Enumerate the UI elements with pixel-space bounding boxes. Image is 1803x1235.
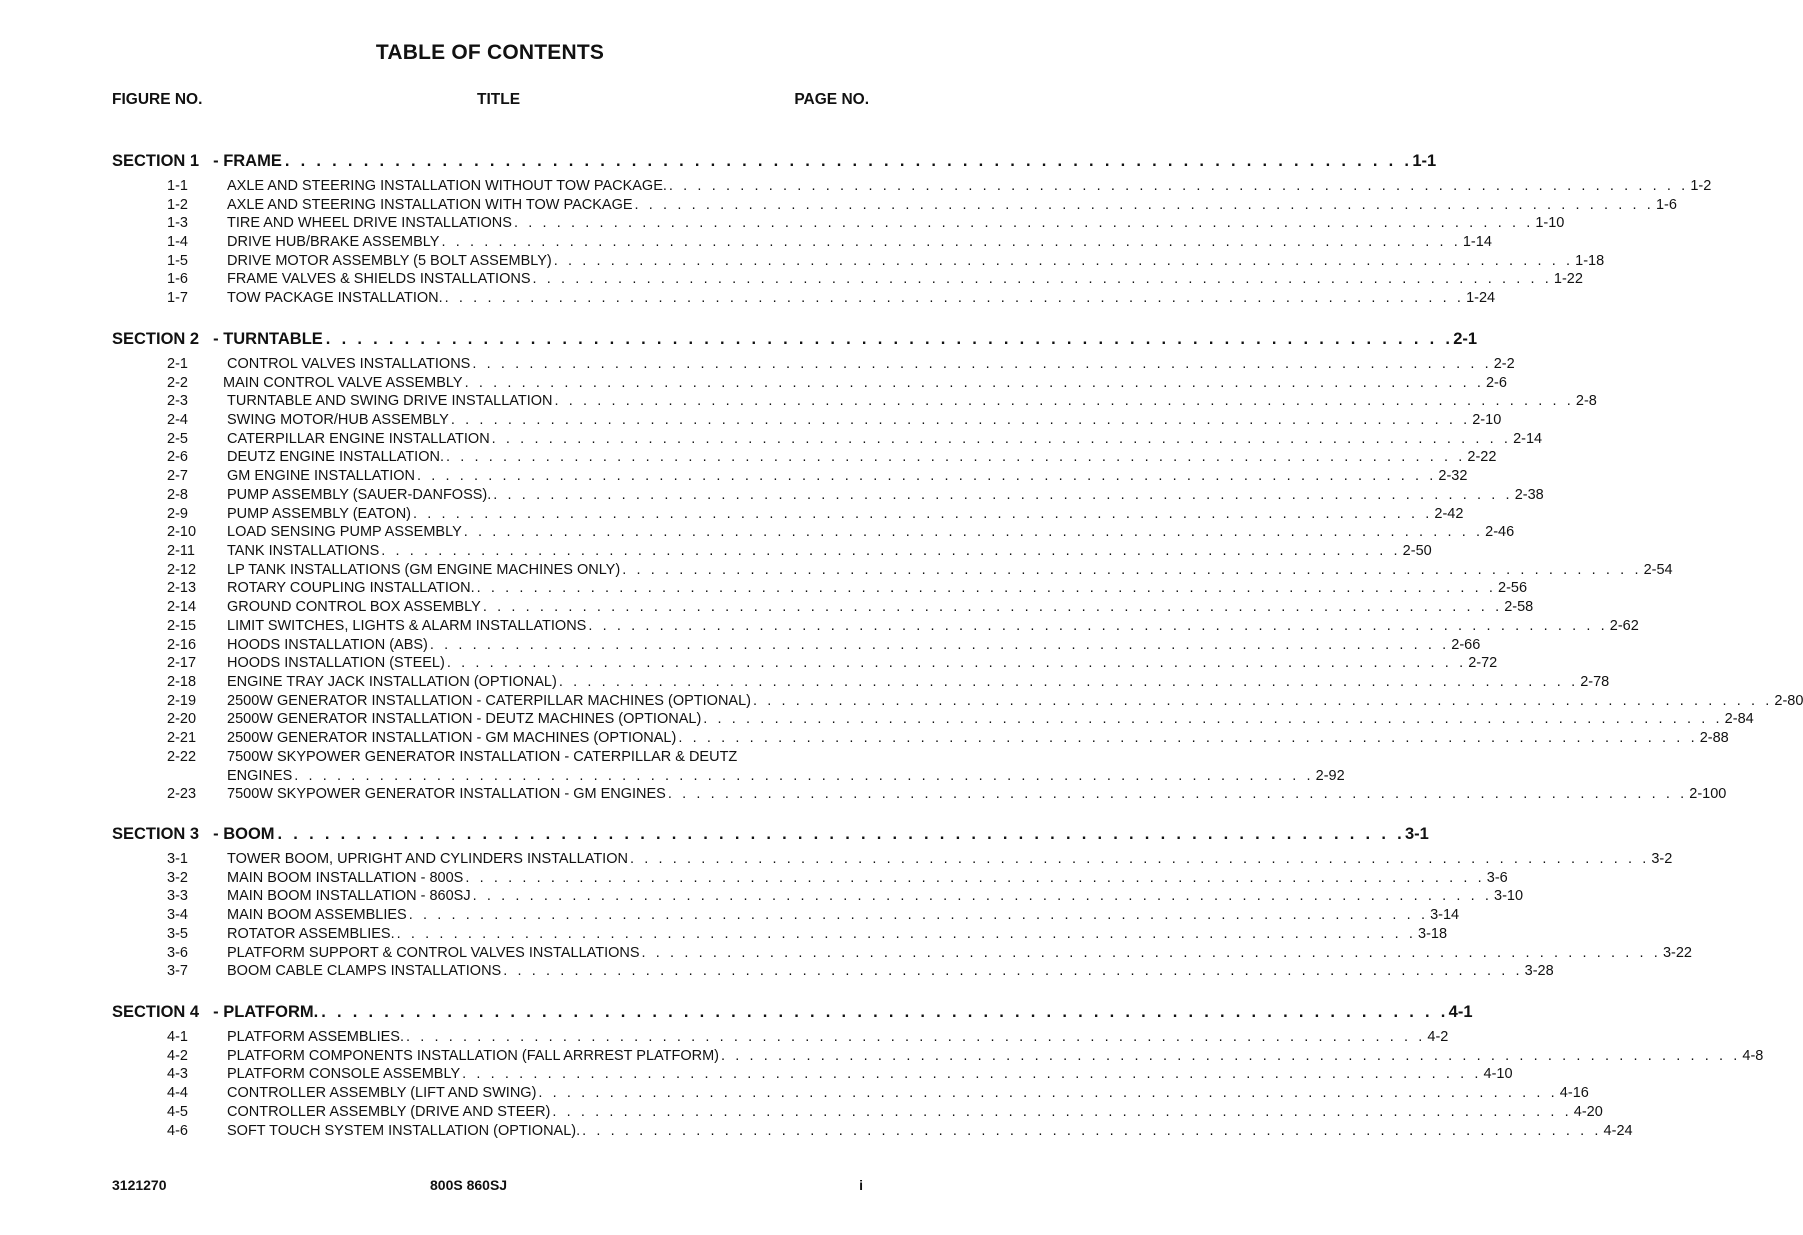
figure-number: 2-15 bbox=[167, 618, 197, 634]
entry-page: 2-66 bbox=[1451, 637, 1481, 653]
entry-title: AXLE AND STEERING INSTALLATION WITH TOW PACKAGE bbox=[227, 197, 633, 213]
entry-title: MAIN BOOM INSTALLATION - 860SJ bbox=[227, 888, 471, 904]
toc-entry[interactable] bbox=[167, 543, 1432, 561]
toc-entry[interactable] bbox=[167, 215, 1565, 233]
figure-number: 2-12 bbox=[167, 562, 197, 578]
entry-page: 2-50 bbox=[1402, 543, 1432, 559]
dot-leader: . . . . . . . . . . . . . . . . . . . . . . . . . . . . . . . . . . . . . . . . . . . . . . . . . . . . . . . . . . . . . . . . . . . . . . . . bbox=[588, 618, 1608, 634]
entry-title: TURNTABLE AND SWING DRIVE INSTALLATION bbox=[227, 393, 553, 409]
entry-page: 1-6 bbox=[1655, 197, 1677, 213]
entry-title: CONTROL VALVES INSTALLATIONS bbox=[227, 356, 471, 372]
section-name: - FRAME bbox=[213, 152, 282, 170]
dot-leader: . . . . . . . . . . . . . . . . . . . . . . . . . . . . . . . . . . . . . . . . . . . . . . . . . . . . . . . . . . . . . . . . . . . . . . . . bbox=[752, 693, 1773, 709]
toc-entry[interactable] bbox=[167, 487, 1544, 505]
entry-page: 4-20 bbox=[1573, 1104, 1603, 1120]
dot-leader: . . . . . . . . . . . . . . . . . . . . . . . . . . . . . . . . . . . . . . . . . . . . . . . . . . . . . . . . . . . . . . . . . . . . . . . . bbox=[582, 1123, 1602, 1139]
toc-entry[interactable] bbox=[167, 693, 1803, 711]
figure-number: 2-22 bbox=[167, 749, 197, 765]
section-label: SECTION 4 bbox=[112, 1003, 200, 1021]
entry-title: CONTROLLER ASSEMBLY (LIFT AND SWING) bbox=[227, 1085, 537, 1101]
toc-entry[interactable] bbox=[167, 356, 1515, 374]
entry-title: MAIN CONTROL VALVE ASSEMBLY bbox=[223, 375, 463, 391]
entry-page: 2-100 bbox=[1689, 786, 1727, 802]
dot-leader: . . . . . . . . . . . . . . . . . . . . . . . . . . . . . . . . . . . . . . . . . . . . . . . . . . . . . . . . . . . . . . . . . . . . . . . . bbox=[429, 637, 1450, 653]
toc-entry[interactable] bbox=[167, 870, 1508, 888]
dot-leader: . . . . . . . . . . . . . . . . . . . . . . . . . . . . . . . . . . . . . . . . . . . . . . . . . . . . . . . . . . . . . . . . . . . . . . . . bbox=[381, 543, 1401, 559]
toc-entry[interactable] bbox=[167, 197, 1677, 215]
figure-number: 4-6 bbox=[167, 1123, 188, 1139]
figure-number: 2-9 bbox=[167, 506, 188, 522]
entry-page: 3-28 bbox=[1524, 963, 1554, 979]
entry-page: 1-18 bbox=[1575, 253, 1605, 269]
section-name: - BOOM bbox=[213, 825, 275, 843]
section-heading[interactable] bbox=[112, 1003, 1473, 1023]
entry-title: 2500W GENERATOR INSTALLATION - CATERPILLAR MACHINES (OPTIONAL) bbox=[227, 693, 751, 709]
toc-entry[interactable] bbox=[167, 524, 1515, 542]
dot-leader: . . . . . . . . . . . . . . . . . . . . . . . . . . . . . . . . . . . . . . . . . . . . . . . . . . . . . . . . . . . . . . . . . . . . . . . . bbox=[321, 1003, 1449, 1021]
figure-number: 3-7 bbox=[167, 963, 188, 979]
entry-title: TANK INSTALLATIONS bbox=[227, 543, 380, 559]
figure-number: 1-1 bbox=[167, 178, 188, 194]
dot-leader: . . . . . . . . . . . . . . . . . . . . . . . . . . . . . . . . . . . . . . . . . . . . . . . . . . . . . . . . . . . . . . . . . . . . . . . . bbox=[464, 375, 1484, 391]
figure-number: 2-18 bbox=[167, 674, 197, 690]
figure-number: 2-14 bbox=[167, 599, 197, 615]
entry-title: 7500W SKYPOWER GENERATOR INSTALLATION - GM ENGINES bbox=[227, 786, 666, 802]
toc-entry[interactable] bbox=[167, 253, 1605, 271]
title-header: TITLE bbox=[477, 91, 521, 108]
entry-title: PLATFORM CONSOLE ASSEMBLY bbox=[227, 1066, 461, 1082]
page-no-header: PAGE NO. bbox=[794, 91, 869, 108]
toc-entry[interactable] bbox=[167, 1104, 1603, 1122]
toc-entry[interactable] bbox=[167, 945, 1692, 963]
dot-leader: . . . . . . . . . . . . . . . . . . . . . . . . . . . . . . . . . . . . . . . . . . . . . . . . . . . . . . . . . . . . . . . . . . . . . . . . bbox=[408, 907, 1429, 923]
entry-title: PLATFORM SUPPORT & CONTROL VALVES INSTALLATIONS bbox=[227, 945, 640, 961]
entry-page: 4-16 bbox=[1559, 1085, 1589, 1101]
entry-page: 2-14 bbox=[1513, 431, 1543, 447]
entry-page: 4-2 bbox=[1427, 1029, 1449, 1045]
entry-page: 4-10 bbox=[1483, 1066, 1513, 1082]
section-label: SECTION 3 bbox=[112, 825, 200, 843]
figure-number: 4-3 bbox=[167, 1066, 188, 1082]
toc-entry[interactable] bbox=[167, 786, 1727, 804]
dot-leader: . . . . . . . . . . . . . . . . . . . . . . . . . . . . . . . . . . . . . . . . . . . . . . . . . . . . . . . . . . . . . . . . . . . . . . . . bbox=[482, 599, 1503, 615]
toc-entry[interactable] bbox=[167, 468, 1468, 486]
entry-page: 3-10 bbox=[1494, 888, 1524, 904]
page-number: i bbox=[859, 1177, 863, 1193]
toc-entry[interactable] bbox=[167, 506, 1464, 524]
figure-number: 3-4 bbox=[167, 907, 188, 923]
dot-leader: . . . . . . . . . . . . . . . . . . . . . . . . . . . . . . . . . . . . . . . . . . . . . . . . . . . . . . . . . . . . . . . . . . . . . . . . bbox=[629, 851, 1650, 867]
figure-number: 1-2 bbox=[167, 197, 188, 213]
entry-page: 3-2 bbox=[1651, 851, 1673, 867]
dot-leader: . . . . . . . . . . . . . . . . . . . . . . . . . . . . . . . . . . . . . . . . . . . . . . . . . . . . . . . . . . . . . . . . . . . . . . . . bbox=[396, 926, 1416, 942]
entry-title: 2500W GENERATOR INSTALLATION - GM MACHINES (OPTIONAL) bbox=[227, 730, 677, 746]
dot-leader: . . . . . . . . . . . . . . . . . . . . . . . . . . . . . . . . . . . . . . . . . . . . . . . . . . . . . . . . . . . . . . . . . . . . . . . . bbox=[513, 215, 1534, 231]
entry-page: 2-38 bbox=[1514, 487, 1544, 503]
dot-leader: . . . . . . . . . . . . . . . . . . . . . . . . . . . . . . . . . . . . . . . . . . . . . . . . . . . . . . . . . . . . . . . . . . . . . . . . bbox=[450, 412, 1471, 428]
figure-number: 2-19 bbox=[167, 693, 197, 709]
figure-number: 1-3 bbox=[167, 215, 188, 231]
entry-page: 2-88 bbox=[1699, 730, 1729, 746]
toc-entry[interactable] bbox=[167, 234, 1492, 252]
dot-leader: . . . . . . . . . . . . . . . . . . . . . . . . . . . . . . . . . . . . . . . . . . . . . . . . . . . . . . . . . . . . . . . . . . . . . . . . bbox=[446, 449, 1466, 465]
dot-leader: . . . . . . . . . . . . . . . . . . . . . . . . . . . . . . . . . . . . . . . . . . . . . . . . . . . . . . . . . . . . . . . . . . . . . . . . bbox=[413, 506, 1433, 522]
dot-leader: . . . . . . . . . . . . . . . . . . . . . . . . . . . . . . . . . . . . . . . . . . . . . . . . . . . . . . . . . . . . . . . . . . . . . . . . bbox=[406, 1029, 1426, 1045]
dot-leader: . . . . . . . . . . . . . . . . . . . . . . . . . . . . . . . . . . . . . . . . . . . . . . . . . . . . . . . . . . . . . . . . . . . . . . . . bbox=[532, 271, 1552, 287]
toc-entry[interactable] bbox=[167, 431, 1543, 449]
entry-page: 2-46 bbox=[1485, 524, 1515, 540]
toc-entry[interactable] bbox=[167, 562, 1673, 580]
figure-number: 1-7 bbox=[167, 290, 188, 306]
dot-leader: . . . . . . . . . . . . . . . . . . . . . . . . . . . . . . . . . . . . . . . . . . . . . . . . . . . . . . . . . . . . . . . . . . . . . . . . bbox=[325, 330, 1454, 348]
entry-page: 3-18 bbox=[1418, 926, 1448, 942]
entry-page: 2-80 bbox=[1774, 693, 1803, 709]
toc-entry[interactable] bbox=[167, 1085, 1589, 1103]
toc-entry[interactable] bbox=[167, 730, 1729, 748]
entry-title: ROTARY COUPLING INSTALLATION. bbox=[227, 580, 475, 596]
entry-title: TOW PACKAGE INSTALLATION. bbox=[227, 290, 443, 306]
toc-entry[interactable] bbox=[167, 1123, 1633, 1141]
dot-leader: . . . . . . . . . . . . . . . . . . . . . . . . . . . . . . . . . . . . . . . . . . . . . . . . . . . . . . . . . . . . . . . . . . . . . . . . bbox=[558, 674, 1579, 690]
dot-leader: . . . . . . . . . . . . . . . . . . . . . . . . . . . . . . . . . . . . . . . . . . . . . . . . . . . . . . . . . . . . . . . . . . . . . . . . bbox=[446, 655, 1467, 671]
dot-leader: . . . . . . . . . . . . . . . . . . . . . . . . . . . . . . . . . . . . . . . . . . . . . . . . . . . . . . . . . . . . . . . . . . . . . . . . bbox=[634, 197, 1654, 213]
toc-entry[interactable] bbox=[167, 618, 1639, 636]
section-label: SECTION 2 bbox=[112, 330, 200, 348]
dot-leader: . . . . . . . . . . . . . . . . . . . . . . . . . . . . . . . . . . . . . . . . . . . . . . . . . . . . . . . . . . . . . . . . . . . . . . . . bbox=[472, 356, 1492, 372]
toc-entry[interactable] bbox=[167, 926, 1448, 944]
toc-entry[interactable] bbox=[167, 290, 1496, 308]
figure-number: 3-5 bbox=[167, 926, 188, 942]
figure-number: 4-5 bbox=[167, 1104, 188, 1120]
figure-number: 2-5 bbox=[167, 431, 188, 447]
dot-leader: . . . . . . . . . . . . . . . . . . . . . . . . . . . . . . . . . . . . . . . . . . . . . . . . . . . . . . . . . . . . . . . . . . . . . . . . bbox=[417, 468, 1437, 484]
section-page: 4-1 bbox=[1448, 1003, 1473, 1021]
entry-title: TIRE AND WHEEL DRIVE INSTALLATIONS bbox=[227, 215, 512, 231]
entry-title: FRAME VALVES & SHIELDS INSTALLATIONS bbox=[227, 271, 531, 287]
entry-title: DRIVE HUB/BRAKE ASSEMBLY bbox=[227, 234, 440, 250]
toc-entry[interactable] bbox=[167, 749, 1345, 787]
toc-entry[interactable] bbox=[167, 449, 1497, 467]
entry-page: 2-92 bbox=[1315, 768, 1345, 784]
entry-title: PLATFORM COMPONENTS INSTALLATION (FALL ARRREST PLATFORM) bbox=[227, 1048, 719, 1064]
entry-page: 2-6 bbox=[1485, 375, 1507, 391]
entry-page: 4-24 bbox=[1603, 1123, 1633, 1139]
entry-title: PUMP ASSEMBLY (EATON) bbox=[227, 506, 411, 522]
model-name: 800S 860SJ bbox=[430, 1177, 508, 1193]
toc-entry[interactable] bbox=[167, 599, 1534, 617]
dot-leader: . . . . . . . . . . . . . . . . . . . . . . . . . . . . . . . . . . . . . . . . . . . . . . . . . . . . . . . . . . . . . . . . . . . . . . . . bbox=[465, 870, 1485, 886]
figure-number: 2-10 bbox=[167, 524, 197, 540]
dot-leader: . . . . . . . . . . . . . . . . . . . . . . . . . . . . . . . . . . . . . . . . . . . . . . . . . . . . . . . . . . . . . . . . . . . . . . . . bbox=[554, 393, 1574, 409]
dot-leader: . . . . . . . . . . . . . . . . . . . . . . . . . . . . . . . . . . . . . . . . . . . . . . . . . . . . . . . . . . . . . . . . . . . . . . . . bbox=[552, 1104, 1572, 1120]
entry-title: DEUTZ ENGINE INSTALLATION. bbox=[227, 449, 444, 465]
dot-leader: . . . . . . . . . . . . . . . . . . . . . . . . . . . . . . . . . . . . . . . . . . . . . . . . . . . . . . . . . . . . . . . . . . . . . . . . bbox=[277, 825, 1405, 843]
entry-page: 1-24 bbox=[1466, 290, 1496, 306]
dot-leader: . . . . . . . . . . . . . . . . . . . . . . . . . . . . . . . . . . . . . . . . . . . . . . . . . . . . . . . . . . . . . . . . . . . . . . . . bbox=[503, 963, 1523, 979]
entry-title: LOAD SENSING PUMP ASSEMBLY bbox=[227, 524, 462, 540]
dot-leader: . . . . . . . . . . . . . . . . . . . . . . . . . . . . . . . . . . . . . . . . . . . . . . . . . . . . . . . . . . . . . . . . . . . . . . . . bbox=[463, 524, 1484, 540]
entry-title-continued: ENGINES bbox=[227, 768, 293, 784]
entry-page: 4-8 bbox=[1742, 1048, 1764, 1064]
dot-leader: . . . . . . . . . . . . . . . . . . . . . . . . . . . . . . . . . . . . . . . . . . . . . . . . . . . . . . . . . . . . . . . . . . . . . . . . bbox=[622, 562, 1642, 578]
figure-number: 2-1 bbox=[167, 356, 188, 372]
figure-number: 1-4 bbox=[167, 234, 188, 250]
entry-title: ROTATOR ASSEMBLIES. bbox=[227, 926, 395, 942]
section-heading[interactable] bbox=[112, 330, 1478, 350]
entry-title: CATERPILLAR ENGINE INSTALLATION bbox=[227, 431, 490, 447]
figure-no-header: FIGURE NO. bbox=[112, 91, 203, 108]
figure-number: 2-6 bbox=[167, 449, 188, 465]
entry-title: ENGINE TRAY JACK INSTALLATION (OPTIONAL) bbox=[227, 674, 557, 690]
toc-entry[interactable] bbox=[167, 888, 1524, 906]
dot-leader: . . . . . . . . . . . . . . . . . . . . . . . . . . . . . . . . . . . . . . . . . . . . . . . . . . . . . . . . . . . . . . . . . . . . . . . . bbox=[641, 945, 1661, 961]
figure-number: 2-11 bbox=[167, 543, 195, 559]
figure-number: 2-13 bbox=[167, 580, 197, 596]
entry-title: SOFT TOUCH SYSTEM INSTALLATION (OPTIONAL). bbox=[227, 1123, 581, 1139]
dot-leader: . . . . . . . . . . . . . . . . . . . . . . . . . . . . . . . . . . . . . . . . . . . . . . . . . . . . . . . . . . . . . . . . . . . . . . . . bbox=[441, 234, 1461, 250]
section-heading[interactable] bbox=[112, 825, 1429, 845]
entry-page: 2-42 bbox=[1434, 506, 1464, 522]
section-page: 2-1 bbox=[1453, 330, 1478, 348]
figure-number: 4-4 bbox=[167, 1085, 188, 1101]
entry-title: PLATFORM ASSEMBLIES. bbox=[227, 1029, 405, 1045]
dot-leader: . . . . . . . . . . . . . . . . . . . . . . . . . . . . . . . . . . . . . . . . . . . . . . . . . . . . . . . . . . . . . . . . . . . . . . . . bbox=[284, 152, 1413, 170]
entry-page: 1-2 bbox=[1690, 178, 1712, 194]
toc-entry[interactable] bbox=[167, 412, 1502, 430]
toc-entry[interactable] bbox=[167, 674, 1610, 692]
entry-page: 1-10 bbox=[1535, 215, 1565, 231]
entry-title: 2500W GENERATOR INSTALLATION - DEUTZ MACHINES (OPTIONAL) bbox=[227, 711, 702, 727]
dot-leader: . . . . . . . . . . . . . . . . . . . . . . . . . . . . . . . . . . . . . . . . . . . . . . . . . . . . . . . . . . . . . . . . . . . . . . . . bbox=[703, 711, 1723, 727]
toc-entry[interactable] bbox=[167, 393, 1597, 411]
entry-page: 1-14 bbox=[1462, 234, 1492, 250]
figure-number: 2-2 bbox=[167, 375, 188, 391]
dot-leader: . . . . . . . . . . . . . . . . . . . . . . . . . . . . . . . . . . . . . . . . . . . . . . . . . . . . . . . . . . . . . . . . . . . . . . . . bbox=[721, 1048, 1741, 1064]
dot-leader: . . . . . . . . . . . . . . . . . . . . . . . . . . . . . . . . . . . . . . . . . . . . . . . . . . . . . . . . . . . . . . . . . . . . . . . . bbox=[678, 730, 1698, 746]
toc-entry[interactable] bbox=[167, 271, 1583, 289]
entry-title: PUMP ASSEMBLY (SAUER-DANFOSS). bbox=[227, 487, 492, 503]
toc-entry[interactable] bbox=[167, 1066, 1513, 1084]
figure-number: 2-16 bbox=[167, 637, 197, 653]
dot-leader: . . . . . . . . . . . . . . . . . . . . . . . . . . . . . . . . . . . . . . . . . . . . . . . . . . . . . . . . . . . . . . . . . . . . . . . . bbox=[462, 1066, 1482, 1082]
toc-entry[interactable] bbox=[167, 178, 1712, 196]
entry-page: 3-14 bbox=[1430, 907, 1460, 923]
entry-title: LP TANK INSTALLATIONS (GM ENGINE MACHINES ONLY) bbox=[227, 562, 621, 578]
figure-number: 2-21 bbox=[167, 730, 197, 746]
toc-entry[interactable] bbox=[167, 1048, 1764, 1066]
entry-title: TOWER BOOM, UPRIGHT AND CYLINDERS INSTALLATION bbox=[227, 851, 628, 867]
section-name: - PLATFORM. bbox=[213, 1003, 319, 1021]
figure-number: 2-8 bbox=[167, 487, 188, 503]
toc-entry[interactable] bbox=[167, 375, 1507, 393]
entry-title: HOODS INSTALLATION (ABS) bbox=[227, 637, 428, 653]
dot-leader: . . . . . . . . . . . . . . . . . . . . . . . . . . . . . . . . . . . . . . . . . . . . . . . . . . . . . . . . . . . . . . . . . . . . . . . . bbox=[493, 487, 1513, 503]
figure-number: 2-17 bbox=[167, 655, 197, 671]
entry-title: LIMIT SWITCHES, LIGHTS & ALARM INSTALLATIONS bbox=[227, 618, 587, 634]
dot-leader: . . . . . . . . . . . . . . . . . . . . . . . . . . . . . . . . . . . . . . . . . . . . . . . . . . . . . . . . . . . . . . . . . . . . . . . . bbox=[476, 580, 1497, 596]
entry-title: MAIN BOOM INSTALLATION - 800S bbox=[227, 870, 464, 886]
entry-page: 2-78 bbox=[1580, 674, 1610, 690]
doc-number: 3121270 bbox=[112, 1177, 167, 1193]
toc-entry[interactable] bbox=[167, 851, 1673, 869]
entry-page: 2-56 bbox=[1498, 580, 1528, 596]
entry-page: 2-84 bbox=[1724, 711, 1754, 727]
dot-leader: . . . . . . . . . . . . . . . . . . . . . . . . . . . . . . . . . . . . . . . . . . . . . . . . . . . . . . . . . . . . . . . . . . . . . . . . bbox=[294, 768, 1314, 784]
toc-entry[interactable] bbox=[167, 963, 1554, 981]
section-name: - TURNTABLE bbox=[213, 330, 323, 348]
section-heading[interactable] bbox=[112, 152, 1437, 172]
entry-title: GM ENGINE INSTALLATION bbox=[227, 468, 415, 484]
entry-title: GROUND CONTROL BOX ASSEMBLY bbox=[227, 599, 481, 615]
entry-title: SWING MOTOR/HUB ASSEMBLY bbox=[227, 412, 449, 428]
section-page: 1-1 bbox=[1412, 152, 1437, 170]
entry-page: 2-54 bbox=[1643, 562, 1673, 578]
dot-leader: . . . . . . . . . . . . . . . . . . . . . . . . . . . . . . . . . . . . . . . . . . . . . . . . . . . . . . . . . . . . . . . . . . . . . . . . bbox=[553, 253, 1574, 269]
toc-entry[interactable] bbox=[167, 907, 1460, 925]
page-title: TABLE OF CONTENTS bbox=[375, 41, 605, 64]
entry-title: MAIN BOOM ASSEMBLIES bbox=[227, 907, 407, 923]
entry-page: 2-22 bbox=[1467, 449, 1497, 465]
section-label: SECTION 1 bbox=[112, 152, 200, 170]
figure-number: 2-3 bbox=[167, 393, 188, 409]
entry-page: 2-32 bbox=[1438, 468, 1468, 484]
dot-leader: . . . . . . . . . . . . . . . . . . . . . . . . . . . . . . . . . . . . . . . . . . . . . . . . . . . . . . . . . . . . . . . . . . . . . . . . bbox=[491, 431, 1512, 447]
dot-leader: . . . . . . . . . . . . . . . . . . . . . . . . . . . . . . . . . . . . . . . . . . . . . . . . . . . . . . . . . . . . . . . . . . . . . . . . bbox=[667, 786, 1688, 802]
entry-page: 1-22 bbox=[1553, 271, 1583, 287]
figure-number: 1-5 bbox=[167, 253, 188, 269]
toc-entry[interactable] bbox=[167, 580, 1528, 598]
figure-number: 3-2 bbox=[167, 870, 188, 886]
figure-number: 3-6 bbox=[167, 945, 188, 961]
entry-page: 2-10 bbox=[1472, 412, 1502, 428]
toc-entry[interactable] bbox=[167, 637, 1481, 655]
figure-number: 4-1 bbox=[167, 1029, 188, 1045]
entry-page: 3-22 bbox=[1662, 945, 1692, 961]
figure-number: 3-3 bbox=[167, 888, 188, 904]
toc-entry[interactable] bbox=[167, 655, 1498, 673]
toc-entry[interactable] bbox=[167, 711, 1754, 729]
figure-number: 4-2 bbox=[167, 1048, 188, 1064]
entry-page: 2-62 bbox=[1609, 618, 1639, 634]
section-page: 3-1 bbox=[1404, 825, 1429, 843]
figure-number: 3-1 bbox=[167, 851, 188, 867]
entry-page: 2-72 bbox=[1468, 655, 1498, 671]
entry-page: 2-2 bbox=[1493, 356, 1515, 372]
figure-number: 2-4 bbox=[167, 412, 188, 428]
entry-page: 2-58 bbox=[1504, 599, 1534, 615]
dot-leader: . . . . . . . . . . . . . . . . . . . . . . . . . . . . . . . . . . . . . . . . . . . . . . . . . . . . . . . . . . . . . . . . . . . . . . . . bbox=[472, 888, 1492, 904]
dot-leader: . . . . . . . . . . . . . . . . . . . . . . . . . . . . . . . . . . . . . . . . . . . . . . . . . . . . . . . . . . . . . . . . . . . . . . . . bbox=[538, 1085, 1558, 1101]
entry-title: HOODS INSTALLATION (STEEL) bbox=[227, 655, 445, 671]
entry-title: 7500W SKYPOWER GENERATOR INSTALLATION - CATERPILLAR & DEUTZ bbox=[227, 749, 738, 765]
figure-number: 1-6 bbox=[167, 271, 188, 287]
entry-title: CONTROLLER ASSEMBLY (DRIVE AND STEER) bbox=[227, 1104, 551, 1120]
dot-leader: . . . . . . . . . . . . . . . . . . . . . . . . . . . . . . . . . . . . . . . . . . . . . . . . . . . . . . . . . . . . . . . . . . . . . . . . bbox=[444, 290, 1465, 306]
toc-entry[interactable] bbox=[167, 1029, 1449, 1047]
figure-number: 2-7 bbox=[167, 468, 188, 484]
entry-title: BOOM CABLE CLAMPS INSTALLATIONS bbox=[227, 963, 502, 979]
entry-page: 3-6 bbox=[1486, 870, 1508, 886]
figure-number: 2-20 bbox=[167, 711, 197, 727]
entry-title: DRIVE MOTOR ASSEMBLY (5 BOLT ASSEMBLY) bbox=[227, 253, 552, 269]
entry-title: AXLE AND STEERING INSTALLATION WITHOUT TOW PACKAGE. bbox=[227, 178, 667, 194]
entry-page: 2-8 bbox=[1575, 393, 1597, 409]
dot-leader: . . . . . . . . . . . . . . . . . . . . . . . . . . . . . . . . . . . . . . . . . . . . . . . . . . . . . . . . . . . . . . . . . . . . . . . . bbox=[668, 178, 1689, 194]
figure-number: 2-23 bbox=[167, 786, 197, 802]
